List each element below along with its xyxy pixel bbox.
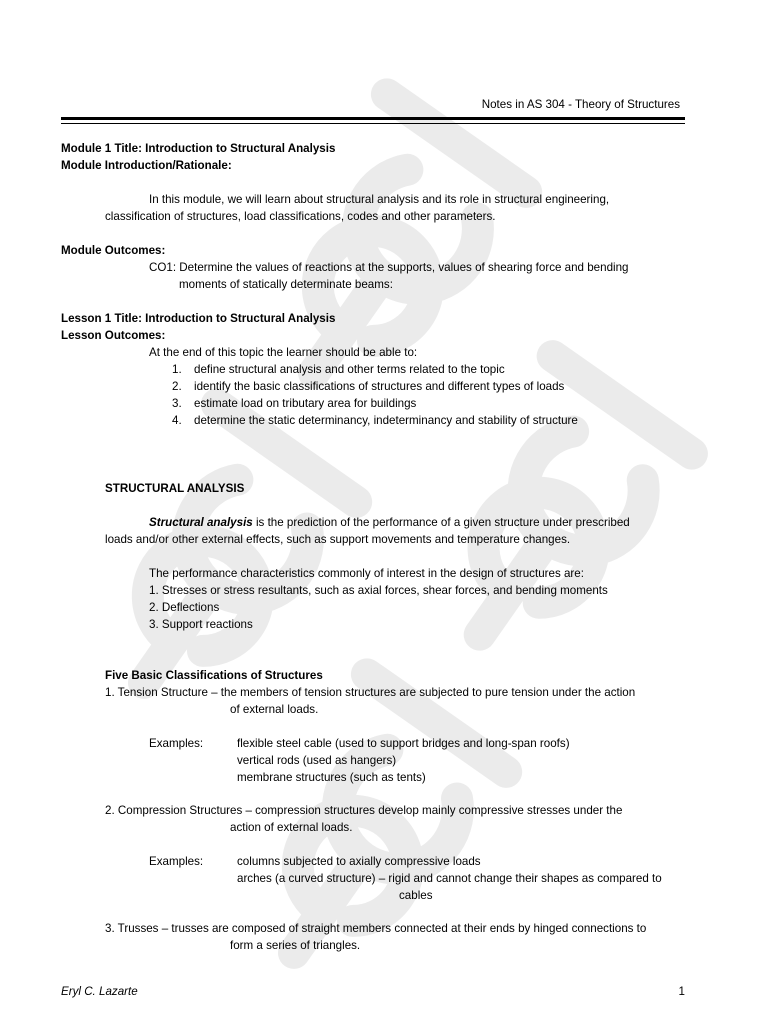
module-intro-line-2: classification of structures, load classifications, codes and other parameters. bbox=[105, 210, 496, 223]
lesson-outcome-num-1: 1. bbox=[172, 363, 182, 376]
header-rule-thin bbox=[61, 123, 685, 124]
tension-example-2: vertical rods (used as hangers) bbox=[237, 754, 397, 767]
trusses-line-2: form a series of triangles. bbox=[230, 939, 361, 952]
lesson-outcome-text-4: determine the static determinancy, indeterminancy and stability of structure bbox=[194, 414, 578, 427]
performance-item-2: 2. Deflections bbox=[149, 601, 220, 614]
performance-item-3: 3. Support reactions bbox=[149, 618, 253, 631]
compression-example-2: arches (a curved structure) – rigid and cannot change their shapes as compared to bbox=[237, 872, 662, 885]
performance-intro: The performance characteristics commonly of interest in the design of structures are: bbox=[149, 567, 584, 580]
definition-rest: is the prediction of the performance of a given structure under prescribed bbox=[252, 516, 630, 529]
lesson-outcomes-intro: At the end of this topic the learner should be able to: bbox=[149, 346, 418, 359]
lesson-outcome-text-1: define structural analysis and other terms related to the topic bbox=[194, 363, 505, 376]
compression-line-1: 2. Compression Structures – compression structures develop mainly compressive stresses under the bbox=[105, 804, 623, 817]
compression-examples-label: Examples: bbox=[149, 855, 204, 868]
page-number: 1 bbox=[678, 985, 685, 998]
module-title: Module 1 Title: Introduction to Structural Analysis bbox=[61, 142, 336, 155]
structural-analysis-heading: STRUCTURAL ANALYSIS bbox=[105, 482, 245, 495]
tension-line-2: of external loads. bbox=[230, 703, 319, 716]
co1-line-1: CO1: Determine the values of reactions at the supports, values of shearing force and bending bbox=[149, 261, 629, 274]
classifications-heading: Five Basic Classifications of Structures bbox=[105, 669, 323, 682]
course-title: Notes in AS 304 - Theory of Structures bbox=[481, 98, 680, 111]
tension-line-1: 1. Tension Structure – the members of tension structures are subjected to pure tension under the action bbox=[105, 686, 636, 699]
definition-line-1 bbox=[149, 515, 630, 530]
lesson-outcome-num-3: 3. bbox=[172, 397, 182, 410]
co1-line-2: moments of statically determinate beams: bbox=[179, 278, 393, 291]
compression-example-cont: cables bbox=[399, 889, 433, 902]
tension-examples-label: Examples: bbox=[149, 737, 204, 750]
tension-example-1: flexible steel cable (used to support bridges and long-span roofs) bbox=[237, 737, 570, 750]
lesson-outcome-num-2: 2. bbox=[172, 380, 182, 393]
lesson-outcome-num-4: 4. bbox=[172, 414, 182, 427]
header-rule-thick bbox=[61, 117, 685, 120]
lesson-outcome-text-2: identify the basic classifications of structures and different types of loads bbox=[194, 380, 565, 393]
compression-line-2: action of external loads. bbox=[230, 821, 353, 834]
lesson-outcome-text-3: estimate load on tributary area for buildings bbox=[194, 397, 417, 410]
performance-item-1: 1. Stresses or stress resultants, such as axial forces, shear forces, and bending moments bbox=[149, 584, 608, 597]
definition-line-2: loads and/or other external effects, such as support movements and temperature changes. bbox=[105, 533, 571, 546]
compression-example-1: columns subjected to axially compressive loads bbox=[237, 855, 481, 868]
module-outcomes-heading: Module Outcomes: bbox=[61, 244, 166, 257]
trusses-line-1: 3. Trusses – trusses are composed of straight members connected at their ends by hinged connections to bbox=[105, 922, 647, 935]
module-intro-heading: Module Introduction/Rationale: bbox=[61, 159, 232, 172]
module-intro-line-1: In this module, we will learn about structural analysis and its role in structural engineering, bbox=[149, 193, 610, 206]
lesson-outcomes-heading: Lesson Outcomes: bbox=[61, 329, 166, 342]
footer-author: Eryl C. Lazarte bbox=[61, 985, 138, 998]
definition-term: Structural analysis bbox=[149, 516, 253, 529]
tension-example-3: membrane structures (such as tents) bbox=[237, 771, 426, 784]
lesson-title: Lesson 1 Title: Introduction to Structural Analysis bbox=[61, 312, 336, 325]
